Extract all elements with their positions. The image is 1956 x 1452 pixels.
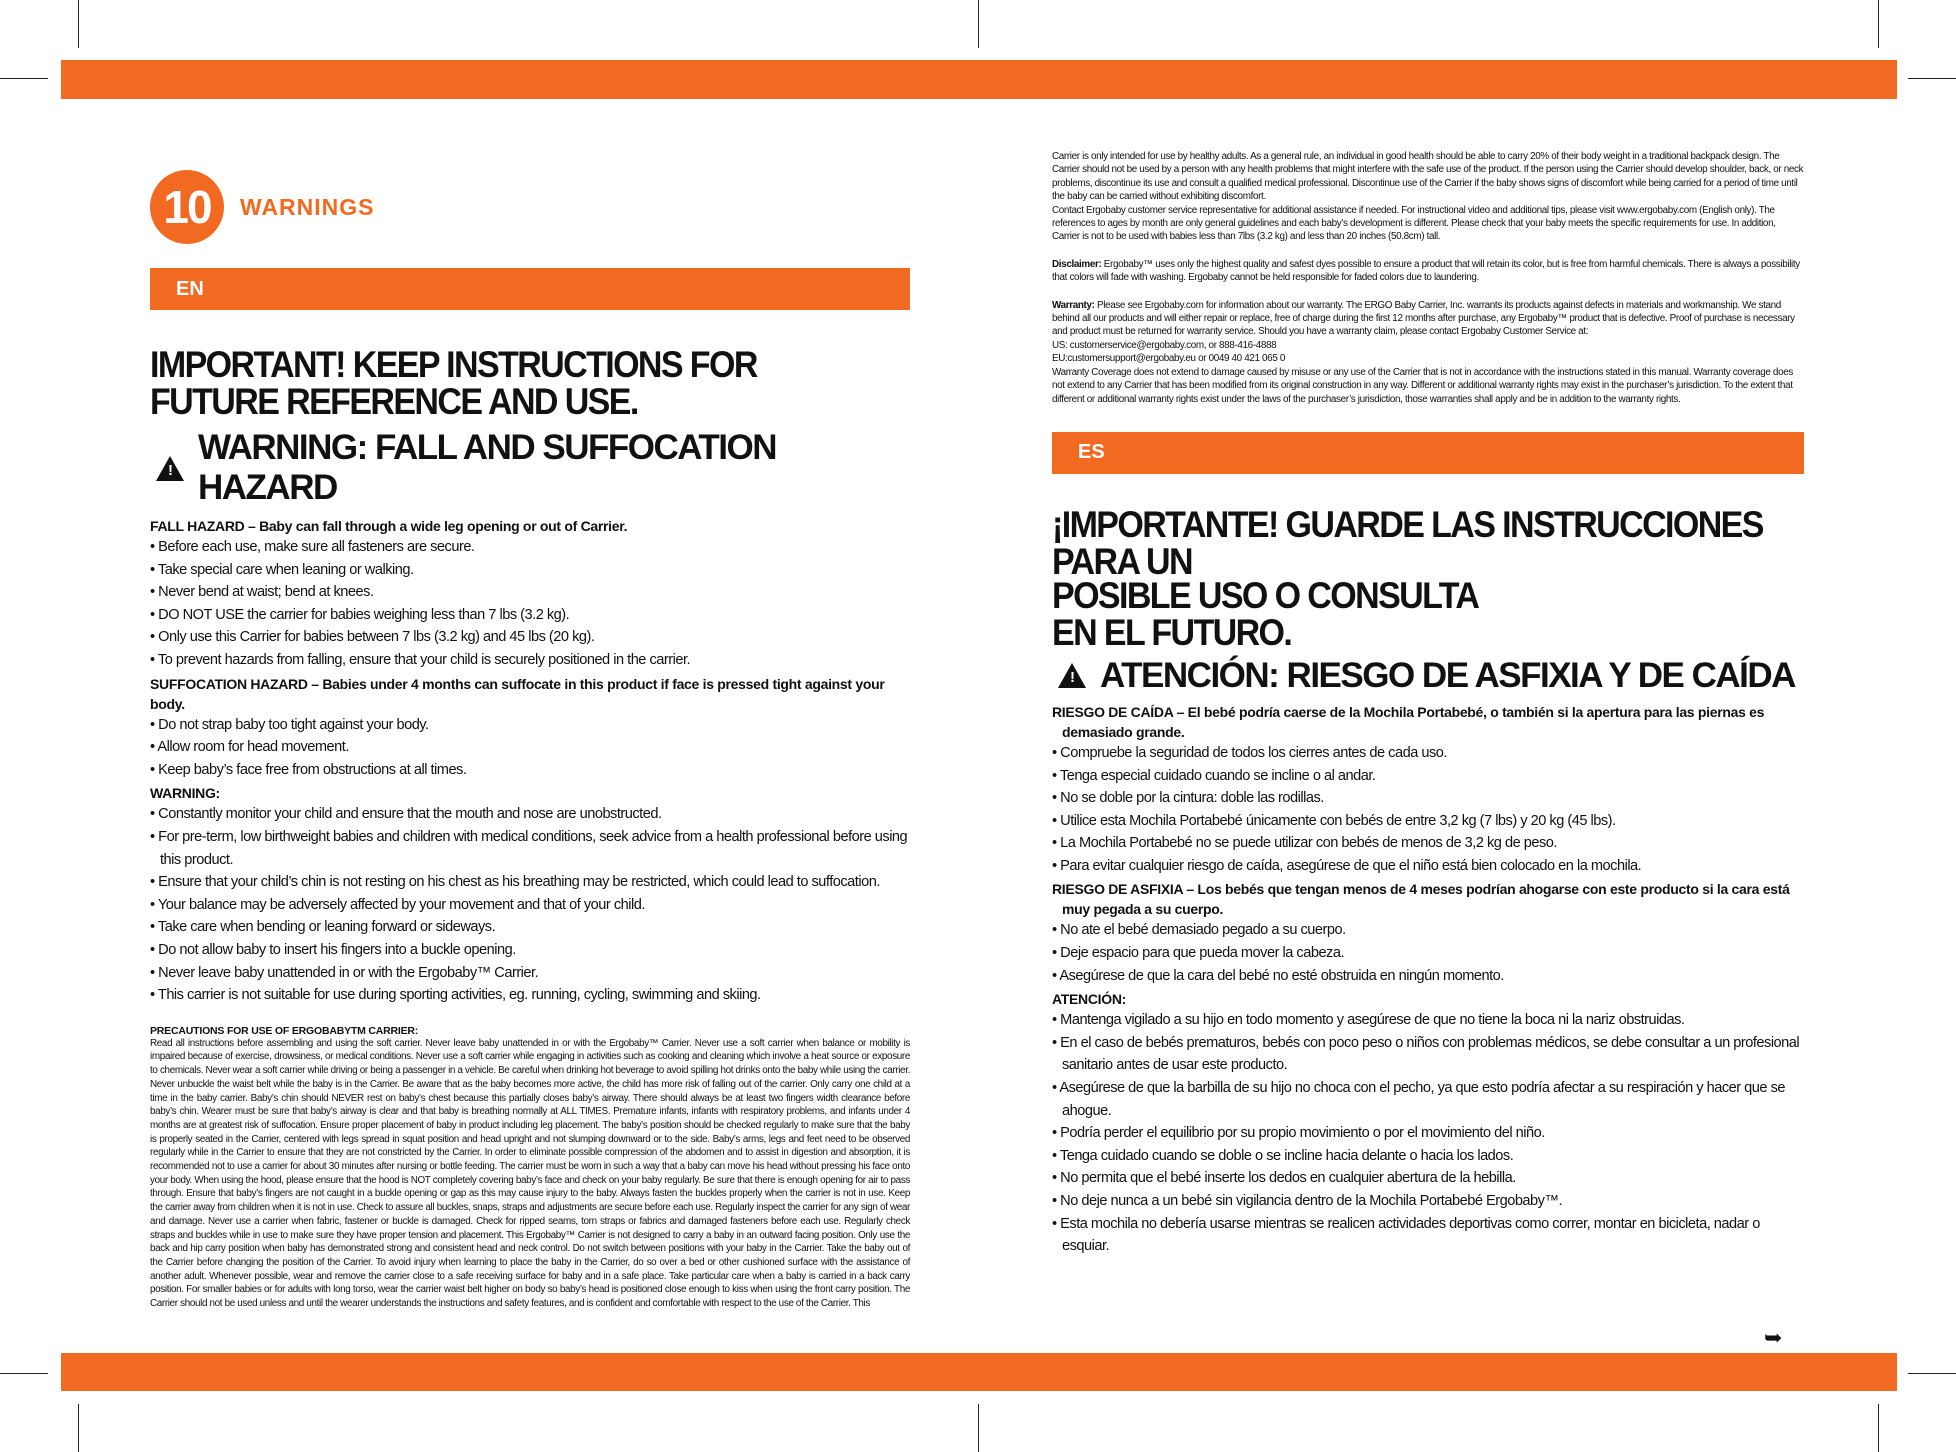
list-item: • Take care when bending or leaning forward or sideways. — [150, 916, 910, 939]
disclaimer-paragraph — [1052, 258, 1804, 285]
carrier-paragraph: Carrier is only intended for use by healthy adults. As a general rule, an individual in good health should be able to carry 20% of their body weight in a traditional backpack design. The Carrier should not be used by a person with any health problems that might interfere with the safe use of the product. If the person using the Carrier should develop shoulder, back, or neck problems, discontinue its use and consult a qualified medical professional. Discontinue use of the Carrier if the baby shows signs of discomfort while being carried for a period of time until the baby can be carried without exhibiting discomfort. — [1052, 151, 1804, 203]
list-item: • Utilice esta Mochila Portabebé únicamente con bebés de entre 3,2 kg (7 lbs) y 20 kg (45 lbs). — [1052, 810, 1804, 833]
suffocation-hazard-heading: SUFFOCATION HAZARD – Babies under 4 months can suffocate in this product if face is pressed tight against your body. — [150, 675, 885, 712]
top-orange-band — [61, 60, 1897, 99]
crop-mark — [0, 1373, 48, 1374]
fall-hazard-list — [150, 536, 910, 672]
es-suffocation-hazard-heading: RIESGO DE ASFIXIA – Los bebés que tengan menos de 4 meses podrían ahogarse con este producto si la cara está muy pegada a su cuerpo. — [1052, 881, 1790, 918]
list-item: • En el caso de bebés prematuros, bebés con poco peso o niños con problemas médicos, se debe consultar a un profesional sanitario antes de usar este producto. — [1052, 1032, 1804, 1077]
precautions-text: Read all instructions before assembling and using the soft carrier. Never leave baby unattended in or with the Ergobaby™ Carrier. Never use a soft carrier when balance or mobility is impaired because of exercise, drowsiness, or medical conditions. Never use a soft carrier while engaging in activities such as cooking and cleaning which involve a heat source or exposure to chemicals. Never wear a soft carrier while driving or being a passenger in a vehicle. Be careful when drinking hot beverage to avoid spilling hot drinks onto the baby while using the carrier. Never unbuckle the waist belt while the baby is in the Carrier. Be aware that as the baby becomes more active, the child has more risk of falling out of the carrier. Only carry one child at a time in the baby carrier. Baby’s chin should NEVER rest on baby’s chest because this partially closes baby’s airway. There should always be at least two fingers width clearance before baby’s chin. Wearer must be sure that baby’s airway is clear and that baby is breathing normally at ALL TIMES. Premature infants, infants with respiratory problems, and infants under 4 months are at greatest risk of suffocation. Ensure proper placement of baby in product including leg placement. The baby’s position should be checked regularly to make sure that the baby is properly seated in the Carrier, centered with legs spread in squat position and head upright and not slumping downward or to the side. Baby’s arms, legs and feet need to be observed regularly while in the Carrier to ensure that they are not constricted by the Carrier. In order to eliminate possible compression of the abdomen and to assist in digestion and absorption, it is recommended not to use a carrier for about 30 minutes after nursing or bottle feeding. The carrier must be worn in such a way that a baby can move his head without pressing his face onto your body. When using the hood, please ensure that the hood is NOT completely covering baby’s face and check on your baby regularly. Be sure that there is enough opening for air to pass through. Ensure that baby’s fingers are not caught in a buckle opening or gap as this may cause injury to the baby. Always fasten the buckles properly when the carrier is not in use. Keep the carrier away from children when it is not in use. Check to assure all buckles, snaps, straps and adjustments are secure before each use. Regularly inspect the carrier for any sign of wear and damage. Never use a carrier when fabric, fastener or buckle is damaged. Check for ripped seams, torn straps or fabrics and damaged fasteners before each use. Regularly check straps and buckles while in use to make sure they have proper tension and placement. This Ergobaby™ Carrier is not designed to carry a baby in an outward facing position. Only use the back and hip carry position when baby has demonstrated strong and consistent head and neck control. Do not switch between positions with your baby in the Carrier. Take the baby out of the Carrier before changing the position of the Carrier. To avoid injury when learning to place the baby in the Carrier, do so over a bed or other cushioned surface with the assistance of another adult. Whenever possible, wear and remove the carrier close to a safe receiving surface for baby and in a safe place. Take particular care when a baby is carried in a back carry position. For smaller babies or for adults with long torso, wear the carrier waist belt higher on body so baby’s head is positioned close enough to kiss when using the front carry position. The Carrier should not be used unless and until the wearer understands the instructions and safety features, and is confident and comfortable with respect to the use of the Carrier. This — [150, 1037, 910, 1310]
contact-paragraph: Contact Ergobaby customer service representative for additional assistance if needed. For instructional video and additional tips, please visit www.ergobaby.com (English only). The references to ages by month are only general guidelines and each baby’s development is different. Please check that your baby meets the specific requirements for use. In addition, Carrier is not to be used with babies less than 7lbs (3.2 kg) and less than 20 inches (50.8cm) tall. — [1052, 204, 1776, 243]
list-item: • For pre-term, low birthweight babies and children with medical conditions, seek advice from a health professional before using this product. — [150, 826, 910, 871]
section-header — [150, 170, 910, 244]
es-suffocation-hazard-list — [1052, 919, 1804, 987]
crop-mark — [1878, 1404, 1879, 1452]
warning-label: WARNING: — [150, 785, 220, 802]
lang-bar-en: EN — [150, 268, 910, 310]
list-item: • Allow room for head movement. — [150, 736, 910, 759]
list-item: • Never bend at waist; bend at knees. — [150, 581, 910, 604]
us-contact: US: customerservice@ergobaby.com, or 888-416-4888 — [1052, 339, 1277, 351]
lang-bar-es: ES — [1052, 432, 1804, 474]
es-important-line-2: POSIBLE USO O CONSULTA — [1052, 574, 1479, 617]
list-item: • Only use this Carrier for babies between 7 lbs (3.2 kg) and 45 lbs (20 kg). — [150, 626, 910, 649]
list-item: • La Mochila Portabebé no se puede utilizar con bebés de menos de 3,2 kg de peso. — [1052, 832, 1804, 855]
crop-mark — [1908, 78, 1956, 79]
arrow-right-icon: ➥ — [1764, 1325, 1783, 1350]
bottom-orange-band — [61, 1353, 1897, 1391]
list-item: • No se doble por la cintura: doble las rodillas. — [1052, 787, 1804, 810]
warranty-label: Warranty: — [1052, 299, 1095, 311]
list-item: • To prevent hazards from falling, ensure that your child is securely positioned in the carrier. — [150, 649, 910, 672]
list-item: • Ensure that your child’s chin is not resting on his chest as his breathing may be restricted, which could lead to suffocation. — [150, 871, 910, 894]
fall-hazard-heading: FALL HAZARD – Baby can fall through a wide leg opening or out of Carrier. — [150, 518, 628, 534]
section-title: WARNINGS — [240, 193, 375, 220]
list-item: • Asegúrese de que la cara del bebé no esté obstruida en ningún momento. — [1052, 965, 1804, 988]
crop-mark — [1908, 1373, 1956, 1374]
list-item: • No permita que el bebé inserte los dedos en cualquier abertura de la hebilla. — [1052, 1167, 1804, 1190]
list-item: • Constantly monitor your child and ensure that the mouth and nose are unobstructed. — [150, 803, 910, 826]
disclaimer-label: Disclaimer: — [1052, 258, 1102, 270]
warranty-paragraph — [1052, 299, 1804, 339]
es-warning-list — [1052, 1009, 1804, 1258]
disclaimer-text: Ergobaby™ uses only the highest quality and safest dyes possible to ensure a product that will retain its color, but is free from harmful chemicals. There is always a possibility that colors will fade with washing. Ergobaby cannot be held responsible for faded colors due to laundering. — [1052, 258, 1800, 284]
warning-triangle-icon: ! — [1058, 663, 1086, 688]
list-item: • Esta mochila no debería usarse mientras se realicen actividades deportivas como correr, montar en bicicleta, nadar o esquiar. — [1052, 1213, 1804, 1258]
list-item: • Never leave baby unattended in or with the Ergobaby™ Carrier. — [150, 962, 910, 985]
warning-heading — [150, 428, 910, 508]
right-column — [1052, 150, 1804, 1258]
list-item: • Mantenga vigilado a su hijo en todo momento y asegúrese de que no tiene la boca ni la nariz obstruidas. — [1052, 1009, 1804, 1032]
list-item: • Podría perder el equilibrio por su propio movimiento o por el movimiento del niño. — [1052, 1122, 1804, 1145]
list-item: • Take special care when leaning or walking. — [150, 559, 910, 582]
left-column — [150, 170, 910, 1311]
list-item: • Para evitar cualquier riesgo de caída, asegúrese de que el niño está bien colocado en la mochila. — [1052, 855, 1804, 878]
precautions-heading: PRECAUTIONS FOR USE OF ERGOBABYTM CARRIER: — [150, 1024, 419, 1037]
list-item: • Do not allow baby to insert his fingers into a buckle opening. — [150, 939, 910, 962]
es-important-line-3: EN EL FUTURO. — [1052, 611, 1292, 654]
list-item: • DO NOT USE the carrier for babies weighing less than 7 lbs (3.2 kg). — [150, 604, 910, 627]
list-item: • This carrier is not suitable for use during sporting activities, eg. running, cycling, swimming and skiing. — [150, 984, 910, 1007]
es-fall-hazard-heading: RIESGO DE CAÍDA – El bebé podría caerse de la Mochila Portabebé, o también si la apertura para las piernas es demasiado grande. — [1052, 703, 1765, 740]
crop-mark — [78, 1404, 79, 1452]
warning-triangle-icon: ! — [156, 456, 184, 481]
suffocation-hazard-list — [150, 714, 910, 782]
list-item: • Do not strap baby too tight against your body. — [150, 714, 910, 737]
warning-heading-text: WARNING: FALL AND SUFFOCATION HAZARD — [198, 428, 777, 507]
es-warning-heading-text: ATENCIÓN: RIESGO DE ASFIXIA Y DE CAÍDA — [1100, 655, 1795, 695]
es-warning-label: ATENCIÓN: — [1052, 991, 1127, 1008]
crop-mark — [78, 0, 79, 48]
section-number-badge: 10 — [150, 170, 224, 244]
warning-list — [150, 803, 910, 1006]
crop-mark — [1878, 0, 1879, 48]
crop-mark — [978, 0, 979, 48]
crop-mark — [0, 78, 48, 79]
important-heading: IMPORTANT! KEEP INSTRUCTIONS FOR FUTURE REFERENCE AND USE. — [150, 343, 757, 423]
list-item: • Tenga especial cuidado cuando se incline o al andar. — [1052, 765, 1804, 788]
list-item: • No ate el bebé demasiado pegado a su cuerpo. — [1052, 919, 1804, 942]
warranty-text: Please see Ergobaby.com for information about our warranty. The ERGO Baby Carrier, Inc. warrants its products against defects in materials and workmanship. We stand behind all our products and will either repair or replace, free of charge during the first 12 months after purchase, any Ergobaby™ product that is defective. Proof of purchase is necessary and product must be returned for warranty service. Should you have a warranty claim, please contact Ergobaby Customer Service at: — [1052, 299, 1795, 338]
es-important-line-1: ¡IMPORTANTE! GUARDE LAS INSTRUCCIONES PARA UN — [1052, 503, 1763, 583]
list-item: • Compruebe la seguridad de todos los cierres antes de cada uso. — [1052, 742, 1804, 765]
list-item: • No deje nunca a un bebé sin vigilancia dentro de la Mochila Portabebé Ergobaby™. — [1052, 1190, 1804, 1213]
crop-mark — [978, 1404, 979, 1452]
coverage-paragraph: Warranty Coverage does not extend to damage caused by misuse or any use of the Carrier that is not in accordance with the instructions stated in this manual. Warranty coverage does not extend to any Carrier that has been modified from its original construction in any way. Different or additional warranty rights may exist in the purchaser’s jurisdiction. To the extent that different or additional warranty rights exist under the laws of the purchaser’s jurisdiction, those warranties shall apply and be in addition to the warranty rights. — [1052, 366, 1793, 405]
list-item: • Before each use, make sure all fasteners are secure. — [150, 536, 910, 559]
list-item: • Deje espacio para que pueda mover la cabeza. — [1052, 942, 1804, 965]
es-warning-heading — [1052, 656, 1804, 696]
list-item: • Keep baby’s face free from obstructions at all times. — [150, 759, 910, 782]
eu-contact: EU:customersupport@ergobaby.eu or 0049 40 421 065 0 — [1052, 353, 1285, 365]
list-item: • Tenga cuidado cuando se doble o se incline hacia delante o hacia los lados. — [1052, 1145, 1804, 1168]
list-item: • Asegúrese de que la barbilla de su hijo no choca con el pecho, ya que esto podría afectar a su respiración y hacer que se ahogue. — [1052, 1077, 1804, 1122]
list-item: • Your balance may be adversely affected by your movement and that of your child. — [150, 894, 910, 917]
es-fall-hazard-list — [1052, 742, 1804, 878]
